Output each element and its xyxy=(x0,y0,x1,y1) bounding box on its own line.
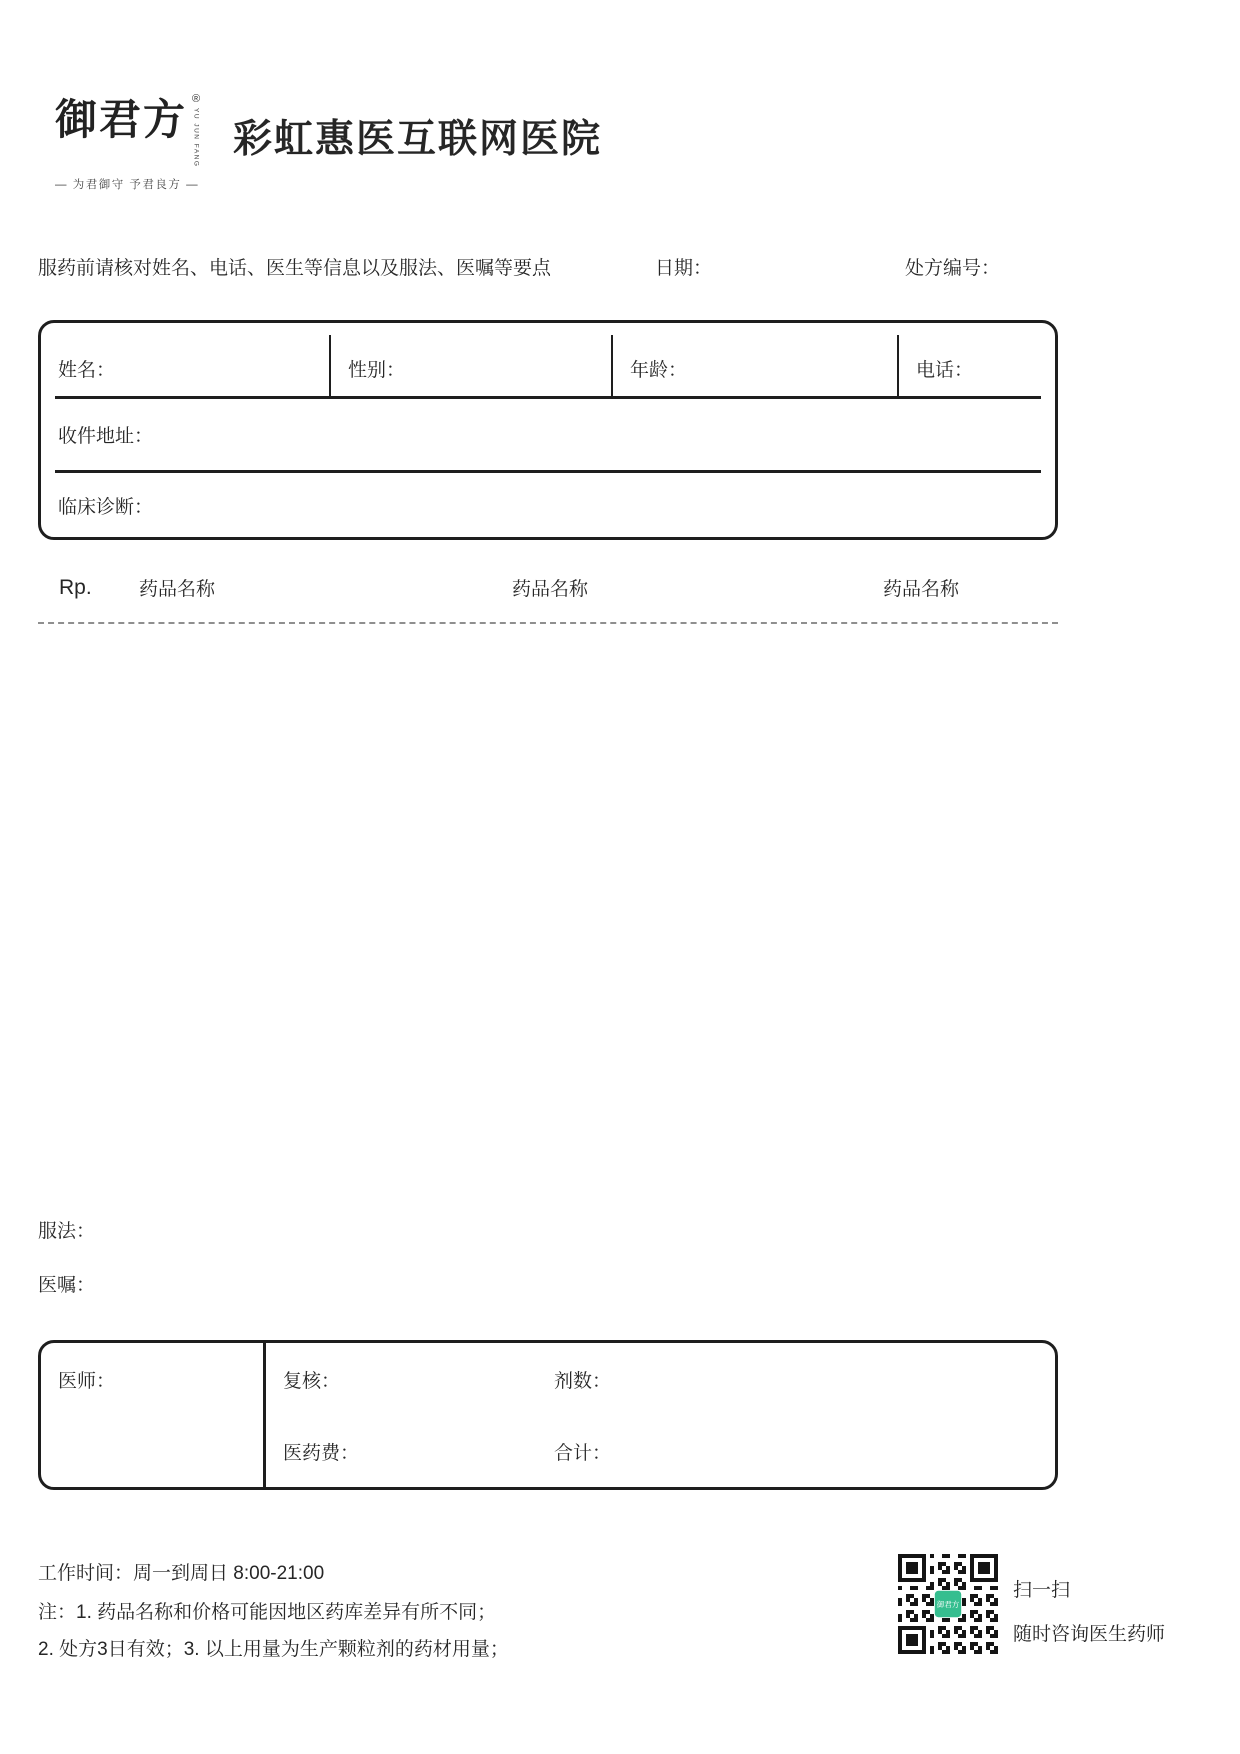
brand-logo-row xyxy=(55,93,201,168)
drug-name-column-header: 药品名称 xyxy=(512,579,589,600)
date-label: 日期： xyxy=(655,258,713,279)
patient-info-box xyxy=(38,320,1058,540)
registered-trademark-icon: ® xyxy=(192,93,201,105)
brand-logo xyxy=(55,93,201,192)
medicine-fee-label: 医药费： xyxy=(283,1443,360,1464)
signature-summary-box xyxy=(38,1340,1058,1490)
qr-scan-label: 扫一扫 xyxy=(1013,1580,1071,1601)
qr-code xyxy=(898,1554,998,1654)
physician-label: 医师： xyxy=(58,1371,116,1392)
summary-box-divider xyxy=(263,1343,266,1487)
doses-label: 剂数： xyxy=(554,1371,612,1392)
rx-dashed-divider xyxy=(38,622,1058,624)
reviewer-label: 复核： xyxy=(283,1371,341,1392)
drug-name-column-header: 药品名称 xyxy=(139,579,216,600)
svg-text:御君方: 御君方 xyxy=(936,1599,960,1609)
rx-number-label: 处方编号： xyxy=(905,258,1001,279)
hospital-name: 彩虹惠医互联网医院 xyxy=(233,118,603,161)
patient-info-row-1 xyxy=(41,323,1055,396)
brand-logo-pinyin: YU JUN FANG xyxy=(192,108,200,168)
clinical-diagnosis-field xyxy=(41,473,1055,537)
brand-logo-marks xyxy=(192,94,200,167)
footer-note-line-1: 注：1. 药品名称和价格可能因地区药库差异有所不同； xyxy=(38,1602,497,1623)
brand-tagline: — 为君御守 予君良方 — xyxy=(55,179,200,192)
patient-address-label: 收件地址： xyxy=(58,426,154,447)
patient-phone-field xyxy=(899,323,1055,396)
work-hours-text: 工作时间：周一到周日 8:00-21:00 xyxy=(38,1563,325,1584)
patient-age-label: 年龄： xyxy=(630,360,688,381)
patient-name-field xyxy=(41,323,331,396)
drug-name-column-header: 药品名称 xyxy=(883,579,960,600)
patient-age-field xyxy=(613,323,899,396)
patient-name-label: 姓名： xyxy=(58,360,116,381)
qr-consult-label: 随时咨询医生药师 xyxy=(1013,1624,1166,1645)
patient-gender-label: 性别： xyxy=(348,360,406,381)
doctor-advice-label: 医嘱： xyxy=(38,1275,96,1296)
rp-label: Rp. xyxy=(59,576,92,599)
verify-notice-text: 服药前请核对姓名、电话、医生等信息以及服法、医嘱等要点 xyxy=(38,258,552,279)
patient-phone-label: 电话： xyxy=(916,360,974,381)
patient-address-field xyxy=(41,399,1055,470)
total-label: 合计： xyxy=(554,1443,612,1464)
patient-gender-field xyxy=(331,323,613,396)
brand-logo-text: 御君方 xyxy=(55,98,188,144)
footer-note-line-2: 2. 处方3日有效；3. 以上用量为生产颗粒剂的药材用量； xyxy=(38,1639,509,1660)
clinical-diagnosis-label: 临床诊断： xyxy=(58,496,154,518)
usage-label: 服法： xyxy=(38,1221,96,1242)
